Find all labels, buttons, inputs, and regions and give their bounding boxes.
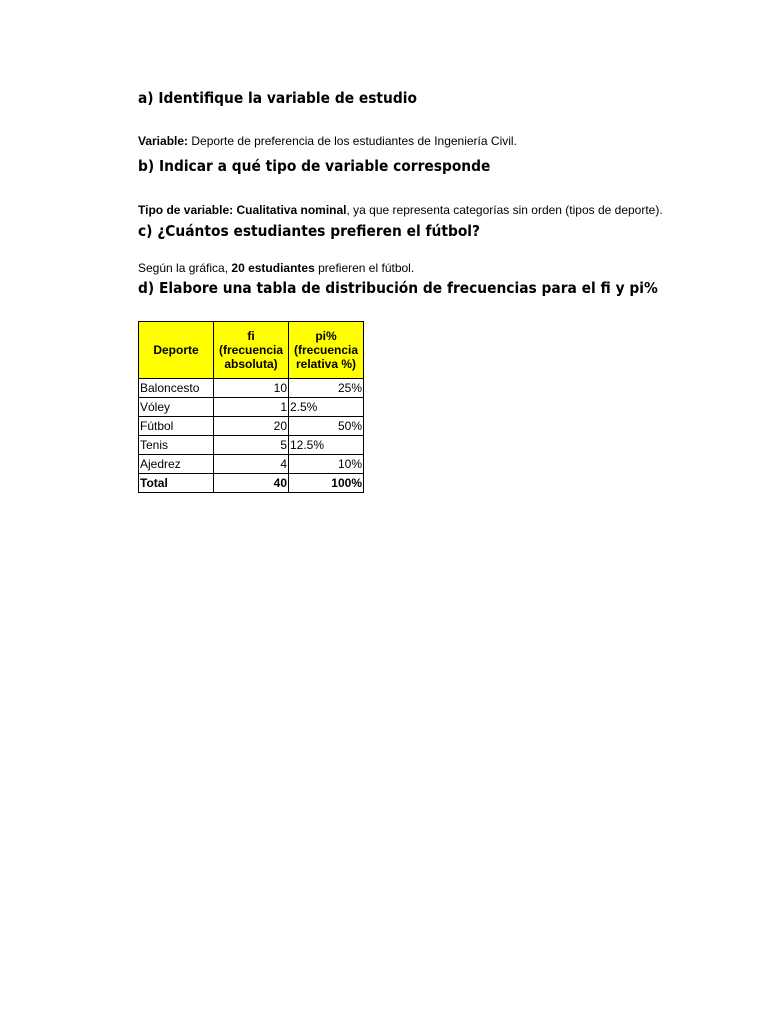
header-pi-line: relativa %) [295,357,357,371]
table-row [139,417,364,436]
header-pi-line: pi% [315,329,337,343]
cell-pi: 25% [289,379,364,398]
cell-total-pi: 100% [289,474,364,493]
heading-a: a) Identifique la variable de estudio [138,89,417,107]
variable-text: Deporte de preferencia de los estudiantes de Ingeniería Civil. [188,134,517,148]
cell-fi: 10 [214,379,289,398]
cell-deporte: Tenis [139,436,214,455]
cell-deporte: Vóley [139,398,214,417]
heading-d: d) Elabore una tabla de distribución de frecuencias para el fi y pi% [138,279,658,297]
variable-type-label: Tipo de variable: Cualitativa nominal [138,203,347,217]
heading-b: b) Indicar a qué tipo de variable corresponde [138,157,491,175]
cell-fi: 1 [214,398,289,417]
football-prefix: Según la gráfica, [138,261,232,275]
heading-c: c) ¿Cuántos estudiantes prefieren el fútbol? [138,222,481,240]
cell-deporte: Baloncesto [139,379,214,398]
cell-deporte: Ajedrez [139,455,214,474]
header-fi-line: absoluta) [224,357,278,371]
cell-pi: 10% [289,455,364,474]
frequency-table [138,321,364,493]
cell-deporte: Fútbol [139,417,214,436]
cell-fi: 20 [214,417,289,436]
table-header-row [139,322,364,379]
table-row [139,455,364,474]
table-row [139,398,364,417]
table-total-row [139,474,364,493]
cell-total-fi: 40 [214,474,289,493]
cell-fi: 5 [214,436,289,455]
cell-pi: 50% [289,417,364,436]
cell-fi: 4 [214,455,289,474]
football-suffix: prefieren el fútbol. [314,261,415,275]
header-pi-line: (frecuencia [293,343,359,357]
table-row [139,436,364,455]
variable-type-text: , ya que representa categorías sin orden (tipos de deporte). [346,203,663,217]
paragraph-variable [138,134,517,148]
header-fi-line: fi [247,329,255,343]
paragraph-variable-type [138,203,666,217]
table-row [139,379,364,398]
cell-total-label: Total [139,474,214,493]
cell-pi: 2.5% [289,398,364,417]
paragraph-football [138,261,414,275]
header-pi [289,322,364,379]
header-fi-line: (frecuencia [218,343,284,357]
football-count: 20 estudiantes [231,261,315,275]
variable-label: Variable: [138,134,189,148]
cell-pi: 12.5% [289,436,364,455]
header-fi [214,322,289,379]
header-deporte: Deporte [139,322,214,379]
